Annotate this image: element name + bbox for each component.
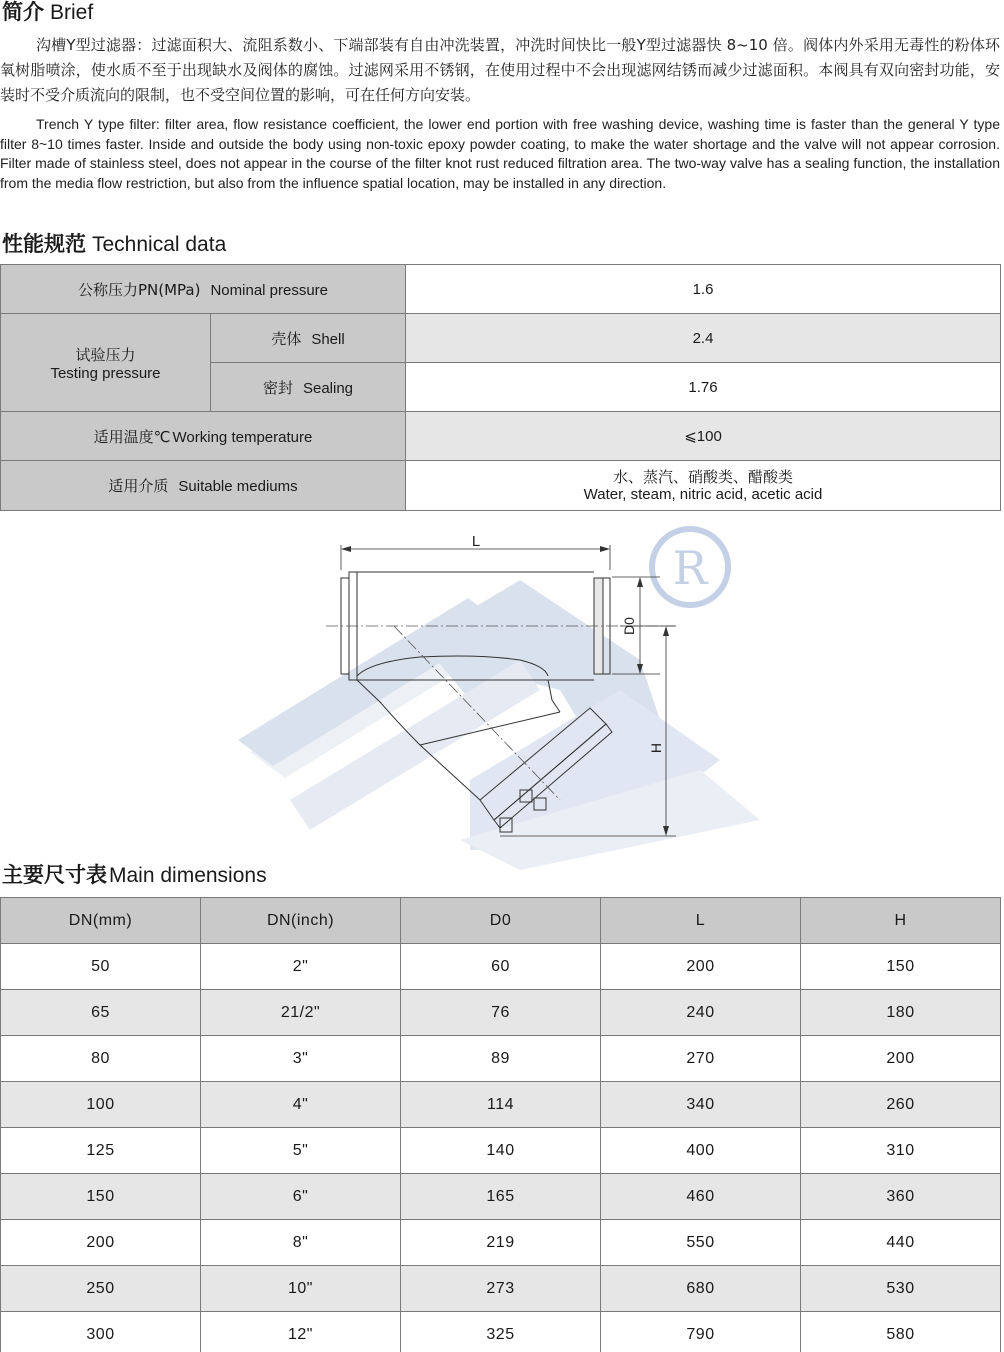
technical-title-en: Technical data <box>92 233 227 256</box>
suitable-mediums-value: 水、蒸汽、硝酸类、醋酸类 Water, steam, nitric acid, acetic acid <box>406 461 1001 511</box>
shell-label: 壳体 Shell <box>211 314 406 363</box>
brief-title-zh: 简介 <box>2 0 44 24</box>
header-l: L <box>601 898 801 944</box>
y-filter-drawing <box>230 520 770 875</box>
table-row: 80 3" 89 270 200 <box>1 1036 1001 1082</box>
table-row: 200 8" 219 550 440 <box>1 1220 1001 1266</box>
technical-data-table <box>0 264 1001 511</box>
header-dn-inch: DN(inch) <box>201 898 401 944</box>
shell-pressure-value: 2.4 <box>406 314 1001 363</box>
table-row: 50 2" 60 200 150 <box>1 944 1001 990</box>
dimension-label-H: H <box>648 742 664 754</box>
technical-heading <box>2 232 226 257</box>
nominal-pressure-value: 1.6 <box>406 265 1001 314</box>
table-row: 250 10" 273 680 530 <box>1 1266 1001 1312</box>
technical-title-zh: 性能规范 <box>2 232 86 256</box>
dimensions-heading <box>2 863 267 888</box>
sealing-label: 密封 Sealing <box>211 363 406 412</box>
header-dn-mm: DN(mm) <box>1 898 201 944</box>
table-row: 65 21/2" 76 240 180 <box>1 990 1001 1036</box>
working-temperature-label: 适用温度℃ Working temperature <box>1 412 406 461</box>
dimensions-title-en: Main dimensions <box>109 864 267 887</box>
table-row: 100 4" 114 340 260 <box>1 1082 1001 1128</box>
testing-pressure-label: 试验压力 Testing pressure <box>1 314 211 412</box>
nominal-pressure-label: 公称压力PN(MPa) Nominal pressure <box>1 265 406 314</box>
brief-title-en: Brief <box>50 1 94 24</box>
sealing-pressure-value: 1.76 <box>406 363 1001 412</box>
dimensions-title-zh: 主要尺寸表 <box>2 863 107 887</box>
dimensions-header-row <box>1 898 1001 944</box>
brief-paragraph-en: Trench Y type filter: filter area, flow resistance coefficient, the lower end portion with free washing device, washing time is faster than the general Y type filter 8~10 times faster. Inside and outside the body using non-toxic epoxy powder coating, to make the water shortage and the valve will not appear corrosion. Filter made of stainless steel, does not appear in the course of the filter knot rust reduced filtration area. The two-way valve has a sealing function, the installation from the media flow restriction, but also from the influence spatial location, may be installed in any direction. <box>0 116 1000 191</box>
suitable-mediums-label: 适用介质 Suitable mediums <box>1 461 406 511</box>
table-row: 150 6" 165 460 360 <box>1 1174 1001 1220</box>
table-row: 300 12" 325 790 580 <box>1 1312 1001 1352</box>
svg-text:R: R <box>672 541 708 595</box>
main-dimensions-table <box>0 897 1001 1352</box>
header-h: H <box>801 898 1001 944</box>
table-row: 125 5" 140 400 310 <box>1 1128 1001 1174</box>
working-temperature-value: ⩽100 <box>406 412 1001 461</box>
dimension-label-L: L <box>471 533 481 550</box>
brief-paragraph-zh: 沟槽Y型过滤器：过滤面积大、流阻系数小、下端部装有自由冲洗装置，冲洗时间快比一般Y型过滤器快 8~10 倍。阀体内外采用无毒性的粉体环氧树脂喷涂，使水质不至于出现缺水及阀体的腐蚀。过滤网采用不锈钢，在使用过程中不会出现滤网结锈而减少过滤面积。本阀具有双向密封功能，安装时不受介质流向的限制，也不受空间位置的影响，可在任何方向安装。 <box>0 36 1000 104</box>
header-d0: D0 <box>401 898 601 944</box>
dimension-label-D0: D0 <box>621 617 637 635</box>
registered-mark <box>652 529 728 605</box>
brief-heading <box>2 0 93 25</box>
